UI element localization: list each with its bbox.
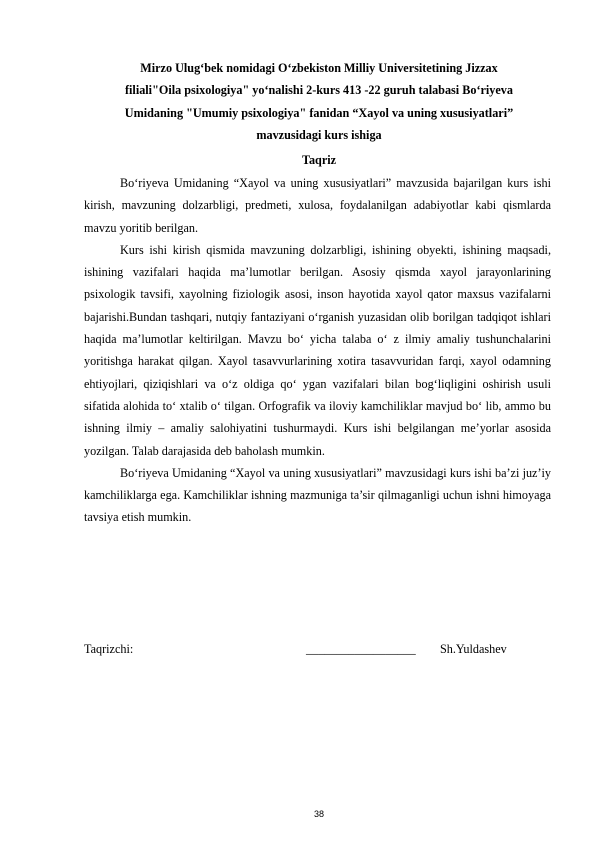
paragraph: Kurs ishi kirish qismida mavzuning dolzarbligi, ishining obyekti, ishining maqsadi, ishining vazifalari haqida ma’lumotlar berilgan. Asosiy qismda xayol jarayonlarining psixologik tavsifi, xayolning fiziologik asosi, inson hayotida xayol qator maxsus vazifalarni bajarishi.Bundan tashqari, nutqiy fantaziyani o‘rganish yuzasidan olib borilgan tadqiqot ishlari haqida ma’lumotlar keltirilgan. Mavzu bo‘ yicha talaba o‘ z ilmiy amaliy tushunchalarini yoritishga harakat qilgan. Xayol tasavvurlarining xotira tasavvuridan farqi, xayol odamning ehtiyojlari, qiziqishlari va o‘z oldiga qo‘ ygan vazifalari bilan bog‘liqligini oshirish usuli sifatida alohida to‘ xtalib o‘ tilgan. Orfografik va iloviy kamchiliklar mavjud bo‘ lib, ammo bu ishning ilmiy – amaliy salohiyatini tushurmaydi. Kurs ishi belgilangan me’yorlar asosida yozilgan. Talab darajasida deb baholash mumkin.	[84, 242, 551, 458]
reviewer-name: Sh.Yuldashev	[440, 642, 507, 656]
signature-line: __________________	[306, 642, 416, 656]
paragraph: Bo‘riyeva Umidaning “Xayol va uning xususiyatlari” mavzusidagi kurs ishi ba’zi juz’iy kamchiliklarga ega. Kamchiliklar ishning mazmuniga ta’sir qilmaganligi uchun ishni himoyaga tavsiya etish mumkin.	[84, 465, 551, 525]
header-line: filiali"Oila psixologiya" yo‘nalishi 2-kurs 413 -22 guruh talabasi Bo‘riyeva	[124, 83, 513, 98]
review-body	[84, 172, 551, 529]
reviewer-label: Taqrizchi:	[84, 642, 134, 656]
header-line: Mirzo Ulug‘bek nomidagi O‘zbekiston Milliy Universitetining Jizzax	[140, 61, 498, 75]
page-number: 38	[313, 809, 324, 819]
document-header	[84, 57, 554, 146]
paragraph: Bo‘riyeva Umidaning “Xayol va uning xususiyatlari” mavzusida bajarilgan kurs ishi kirish, mavzuning dolzarbligi, predmeti, xulosa, foydalanilgan adabiyotlar kabi qismlarda mavzu yoritib berilgan.	[84, 176, 551, 235]
header-line: Umidaning "Umumiy psixologiya" fanidan “Xayol va uning xususiyatlari”	[124, 105, 514, 120]
review-title: Taqriz	[301, 153, 337, 167]
header-line: mavzusidagi kurs ishiga	[256, 127, 382, 142]
